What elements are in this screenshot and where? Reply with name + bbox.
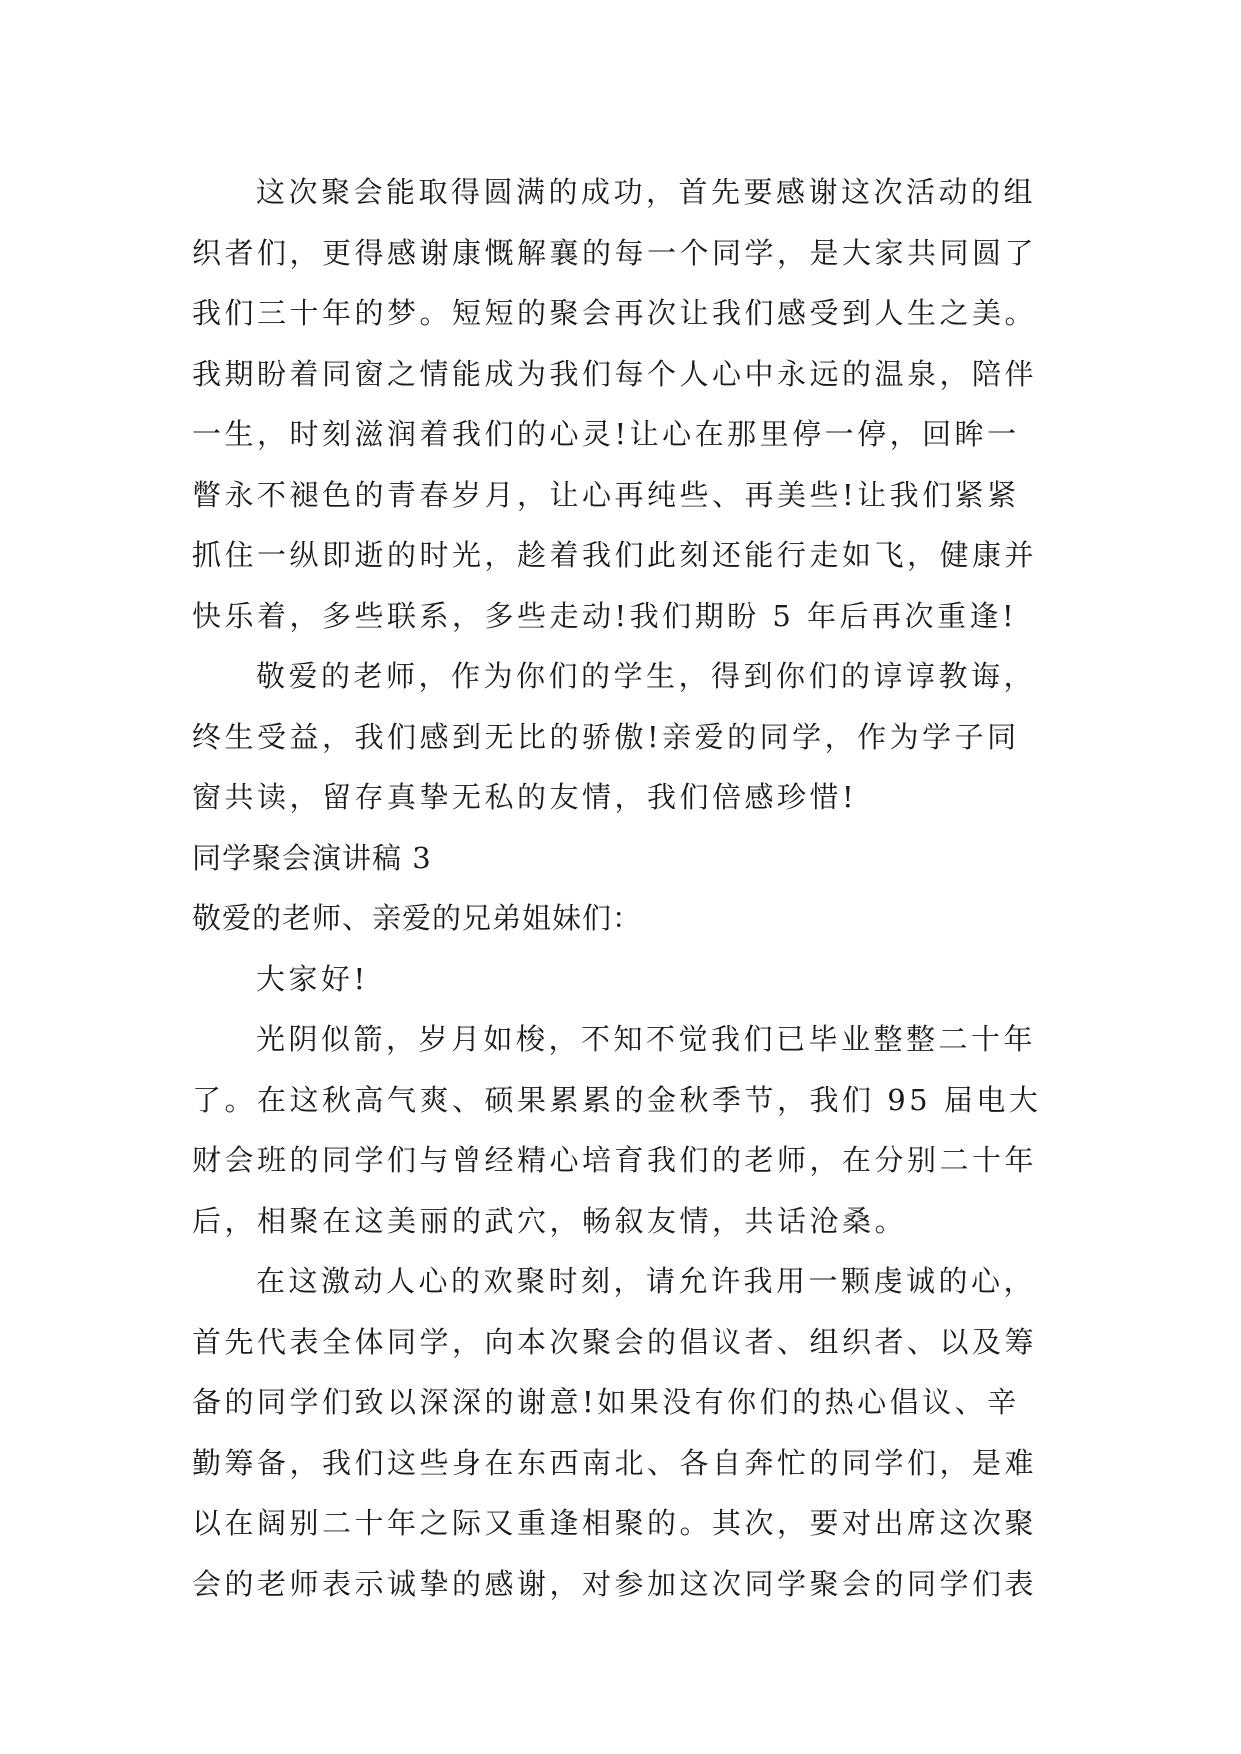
text-line: 瞥永不褪色的青春岁月，让心再纯些、再美些!让我们紧紧 bbox=[192, 477, 1020, 512]
text-line: 首先代表全体同学，向本次聚会的倡议者、组织者、以及筹 bbox=[192, 1324, 1038, 1359]
salutation: 敬爱的老师、亲爱的兄弟姐妹们： bbox=[192, 901, 643, 935]
text-line: 窗共读，留存真挚无私的友情，我们倍感珍惜! bbox=[192, 780, 858, 814]
text-line: 快乐着，多些联系，多些走动!我们期盼 5 年后再次重逢! bbox=[192, 598, 1018, 633]
text-line: 织者们，更得感谢康慨解襄的每一个同学，是大家共同圆了 bbox=[192, 235, 1038, 270]
text-line: 以在阔别二十年之际又重逢相聚的。其次，要对出席这次聚 bbox=[192, 1506, 1038, 1540]
text-line: 勤筹备，我们这些身在东西南北、各自奔忙的同学们，是难 bbox=[192, 1445, 1038, 1480]
text-line: 备的同学们致以深深的谢意!如果没有你们的热心倡议、辛 bbox=[192, 1385, 1020, 1419]
paragraph-4 bbox=[192, 1251, 1062, 1614]
section-title: 同学聚会演讲稿 3 bbox=[192, 840, 432, 875]
paragraph-2 bbox=[192, 646, 1062, 828]
text-line: 抓住一纵即逝的时光，趁着我们此刻还能行走如飞，健康并 bbox=[192, 538, 1038, 572]
paragraph-3 bbox=[192, 1009, 1062, 1251]
text-line: 了。在这秋高气爽、硕果累累的金秋季节，我们 95 届电大 bbox=[192, 1082, 1042, 1117]
text-line: 财会班的同学们与曾经精心培育我们的老师，在分别二十年 bbox=[192, 1143, 1038, 1177]
document-body bbox=[192, 162, 1062, 1614]
text-line: 终生受益，我们感到无比的骄傲!亲爱的同学，作为学子同 bbox=[192, 719, 1020, 754]
text-line: 一生，时刻滋润着我们的心灵!让心在那里停一停，回眸一 bbox=[192, 417, 1020, 451]
text-line: 我期盼着同窗之情能成为我们每个人心中永远的温泉，陪伴 bbox=[192, 356, 1038, 391]
text-line: 我们三十年的梦。短短的聚会再次让我们感受到人生之美。 bbox=[192, 296, 1038, 330]
text-line: 在这激动人心的欢聚时刻，请允许我用一颗虔诚的心， bbox=[256, 1264, 1037, 1298]
text-line: 敬爱的老师，作为你们的学生，得到你们的谆谆教诲， bbox=[256, 659, 1037, 693]
greeting: 大家好! bbox=[256, 961, 369, 996]
text-line: 后，相聚在这美丽的武穴，畅叙友情，共话沧桑。 bbox=[192, 1203, 908, 1238]
text-line: 这次聚会能取得圆满的成功，首先要感谢这次活动的组 bbox=[256, 175, 1037, 209]
paragraph-1 bbox=[192, 162, 1062, 646]
text-line: 会的老师表示诚挚的感谢，对参加这次同学聚会的同学们表 bbox=[192, 1566, 1038, 1601]
text-line: 光阴似箭，岁月如梭，不知不觉我们已毕业整整二十年 bbox=[256, 1022, 1037, 1056]
